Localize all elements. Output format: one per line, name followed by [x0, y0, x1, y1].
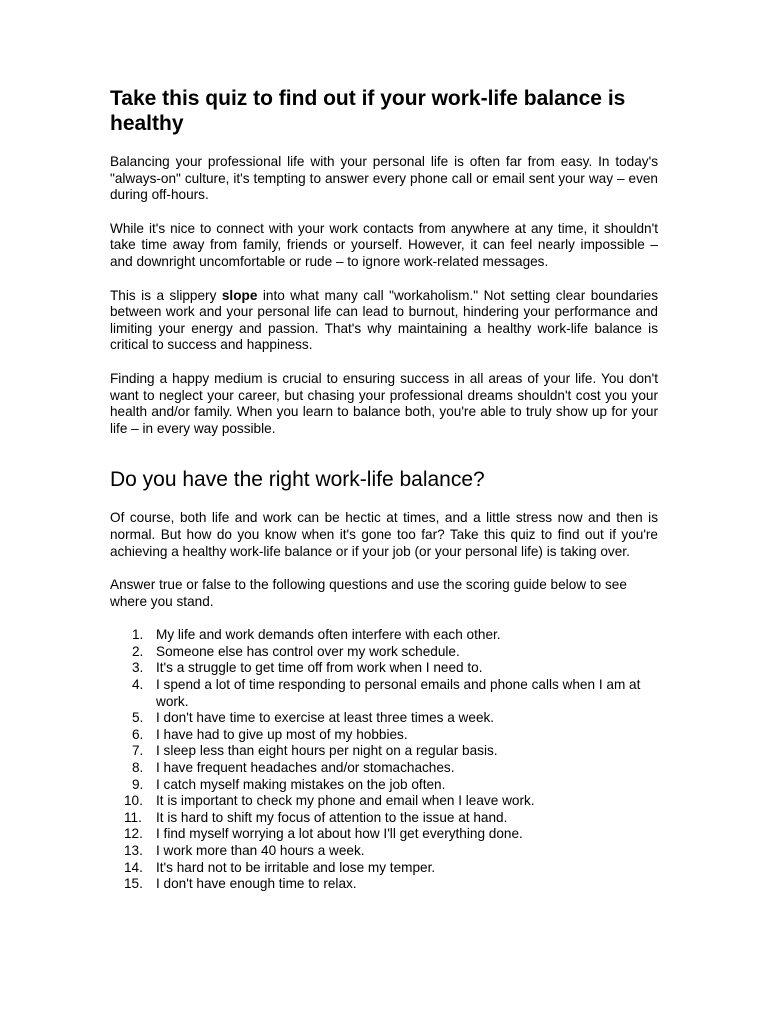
list-item-number: 2.: [132, 643, 144, 659]
list-item-text: I spend a lot of time responding to personal emails and phone calls when I am at work.: [156, 677, 641, 709]
intro-paragraph-3: [110, 288, 658, 354]
list-item-text: I work more than 40 hours a week.: [156, 843, 365, 858]
list-item-text: My life and work demands often interfere with each other.: [156, 627, 501, 643]
list-item: [110, 760, 658, 777]
list-item: [110, 777, 658, 794]
list-item-number: 13.: [124, 843, 143, 858]
list-item-number: 10.: [124, 793, 143, 809]
list-item: [110, 843, 658, 860]
list-item-number: 15.: [124, 876, 143, 892]
intro-paragraph-2: While it's nice to connect with your work contacts from anywhere at any time, it shouldn't take time away from family, friends or yourself. However, it can feel nearly impossible – and downright uncomfortable or rude – to ignore work-related messages.: [110, 220, 658, 269]
list-item: [110, 743, 658, 760]
list-item-text: I don't have time to exercise at least three times a week.: [156, 710, 495, 726]
list-item-number: 1.: [132, 627, 144, 643]
list-item: [110, 644, 658, 661]
list-item-text: I sleep less than eight hours per night on a regular basis.: [156, 743, 498, 759]
list-item: [110, 660, 658, 677]
list-item-number: 8.: [132, 760, 144, 776]
list-item-text: I find myself worrying a lot about how I'll get everything done.: [156, 826, 523, 842]
section-paragraph-2: Answer true or false to the following questions and use the scoring guide below to see where you stand.: [110, 577, 627, 609]
quiz-question-list: [110, 627, 658, 893]
list-item-number: 14.: [124, 859, 143, 875]
list-item-number: 12.: [124, 826, 143, 842]
list-item: [110, 627, 658, 644]
section-paragraph-1: Of course, both life and work can be hectic at times, and a little stress now and then is normal. But how do you know when it's gone too far? Take this quiz to find out if you're achieving a healthy work-life balance or if your job (or your personal life) is taking over.: [110, 510, 658, 559]
document-title: Take this quiz to find out if your work-life balance is healthy: [110, 87, 626, 135]
list-item: [110, 727, 658, 744]
list-item-text: It is hard to shift my focus of attention to the issue at hand.: [156, 809, 508, 825]
list-item-text: Someone else has control over my work schedule.: [156, 643, 460, 659]
list-item-text: I catch myself making mistakes on the job often.: [156, 776, 446, 792]
list-item-number: 3.: [132, 660, 144, 676]
list-item: [110, 876, 658, 893]
list-item: [110, 710, 658, 727]
list-item: [110, 826, 658, 843]
list-item-number: 6.: [132, 726, 144, 742]
bold-word-slope: slope: [221, 287, 258, 303]
list-item-text: It's a struggle to get time off from work when I need to.: [156, 660, 483, 676]
intro-paragraph-1: Balancing your professional life with your personal life is often far from easy. In today's "always-on" culture, it's tempting to answer every phone call or email sent your way – even during off-hours.: [110, 154, 658, 203]
list-item: [110, 860, 658, 877]
list-item-text: I have frequent headaches and/or stomachaches.: [156, 760, 455, 776]
intro-paragraph-3-start: This is a slippery: [110, 287, 222, 303]
list-item-text: It's hard not to be irritable and lose my temper.: [156, 859, 436, 875]
list-item-text: I don't have enough time to relax.: [156, 876, 357, 892]
intro-paragraph-4: Finding a happy medium is crucial to ensuring success in all areas of your life. You don't want to neglect your career, but chasing your professional dreams shouldn't cost you your health and/or family. When you learn to balance both, you're able to truly show up for your life – in every way possible.: [110, 370, 658, 436]
list-item-number: 7.: [132, 743, 144, 759]
list-item-number: 11.: [124, 809, 142, 825]
list-item: [110, 793, 658, 810]
list-item-text: I have had to give up most of my hobbies.: [156, 726, 408, 742]
list-item: [110, 677, 658, 710]
list-item-number: 4.: [132, 677, 144, 693]
list-item-number: 5.: [132, 710, 144, 726]
list-item: [110, 810, 658, 827]
list-item-number: 9.: [132, 776, 144, 792]
section-heading: Do you have the right work-life balance?: [110, 468, 485, 492]
list-item-text: It is important to check my phone and email when I leave work.: [156, 793, 535, 809]
intro-paragraph-3-end: into what many call "workaholism." Not setting clear boundaries between work and your personal life can lead to burnout, hindering your performance and limiting your energy and passion. That's why maintaining a healthy work-life balance is critical to success and happiness.: [110, 287, 658, 353]
